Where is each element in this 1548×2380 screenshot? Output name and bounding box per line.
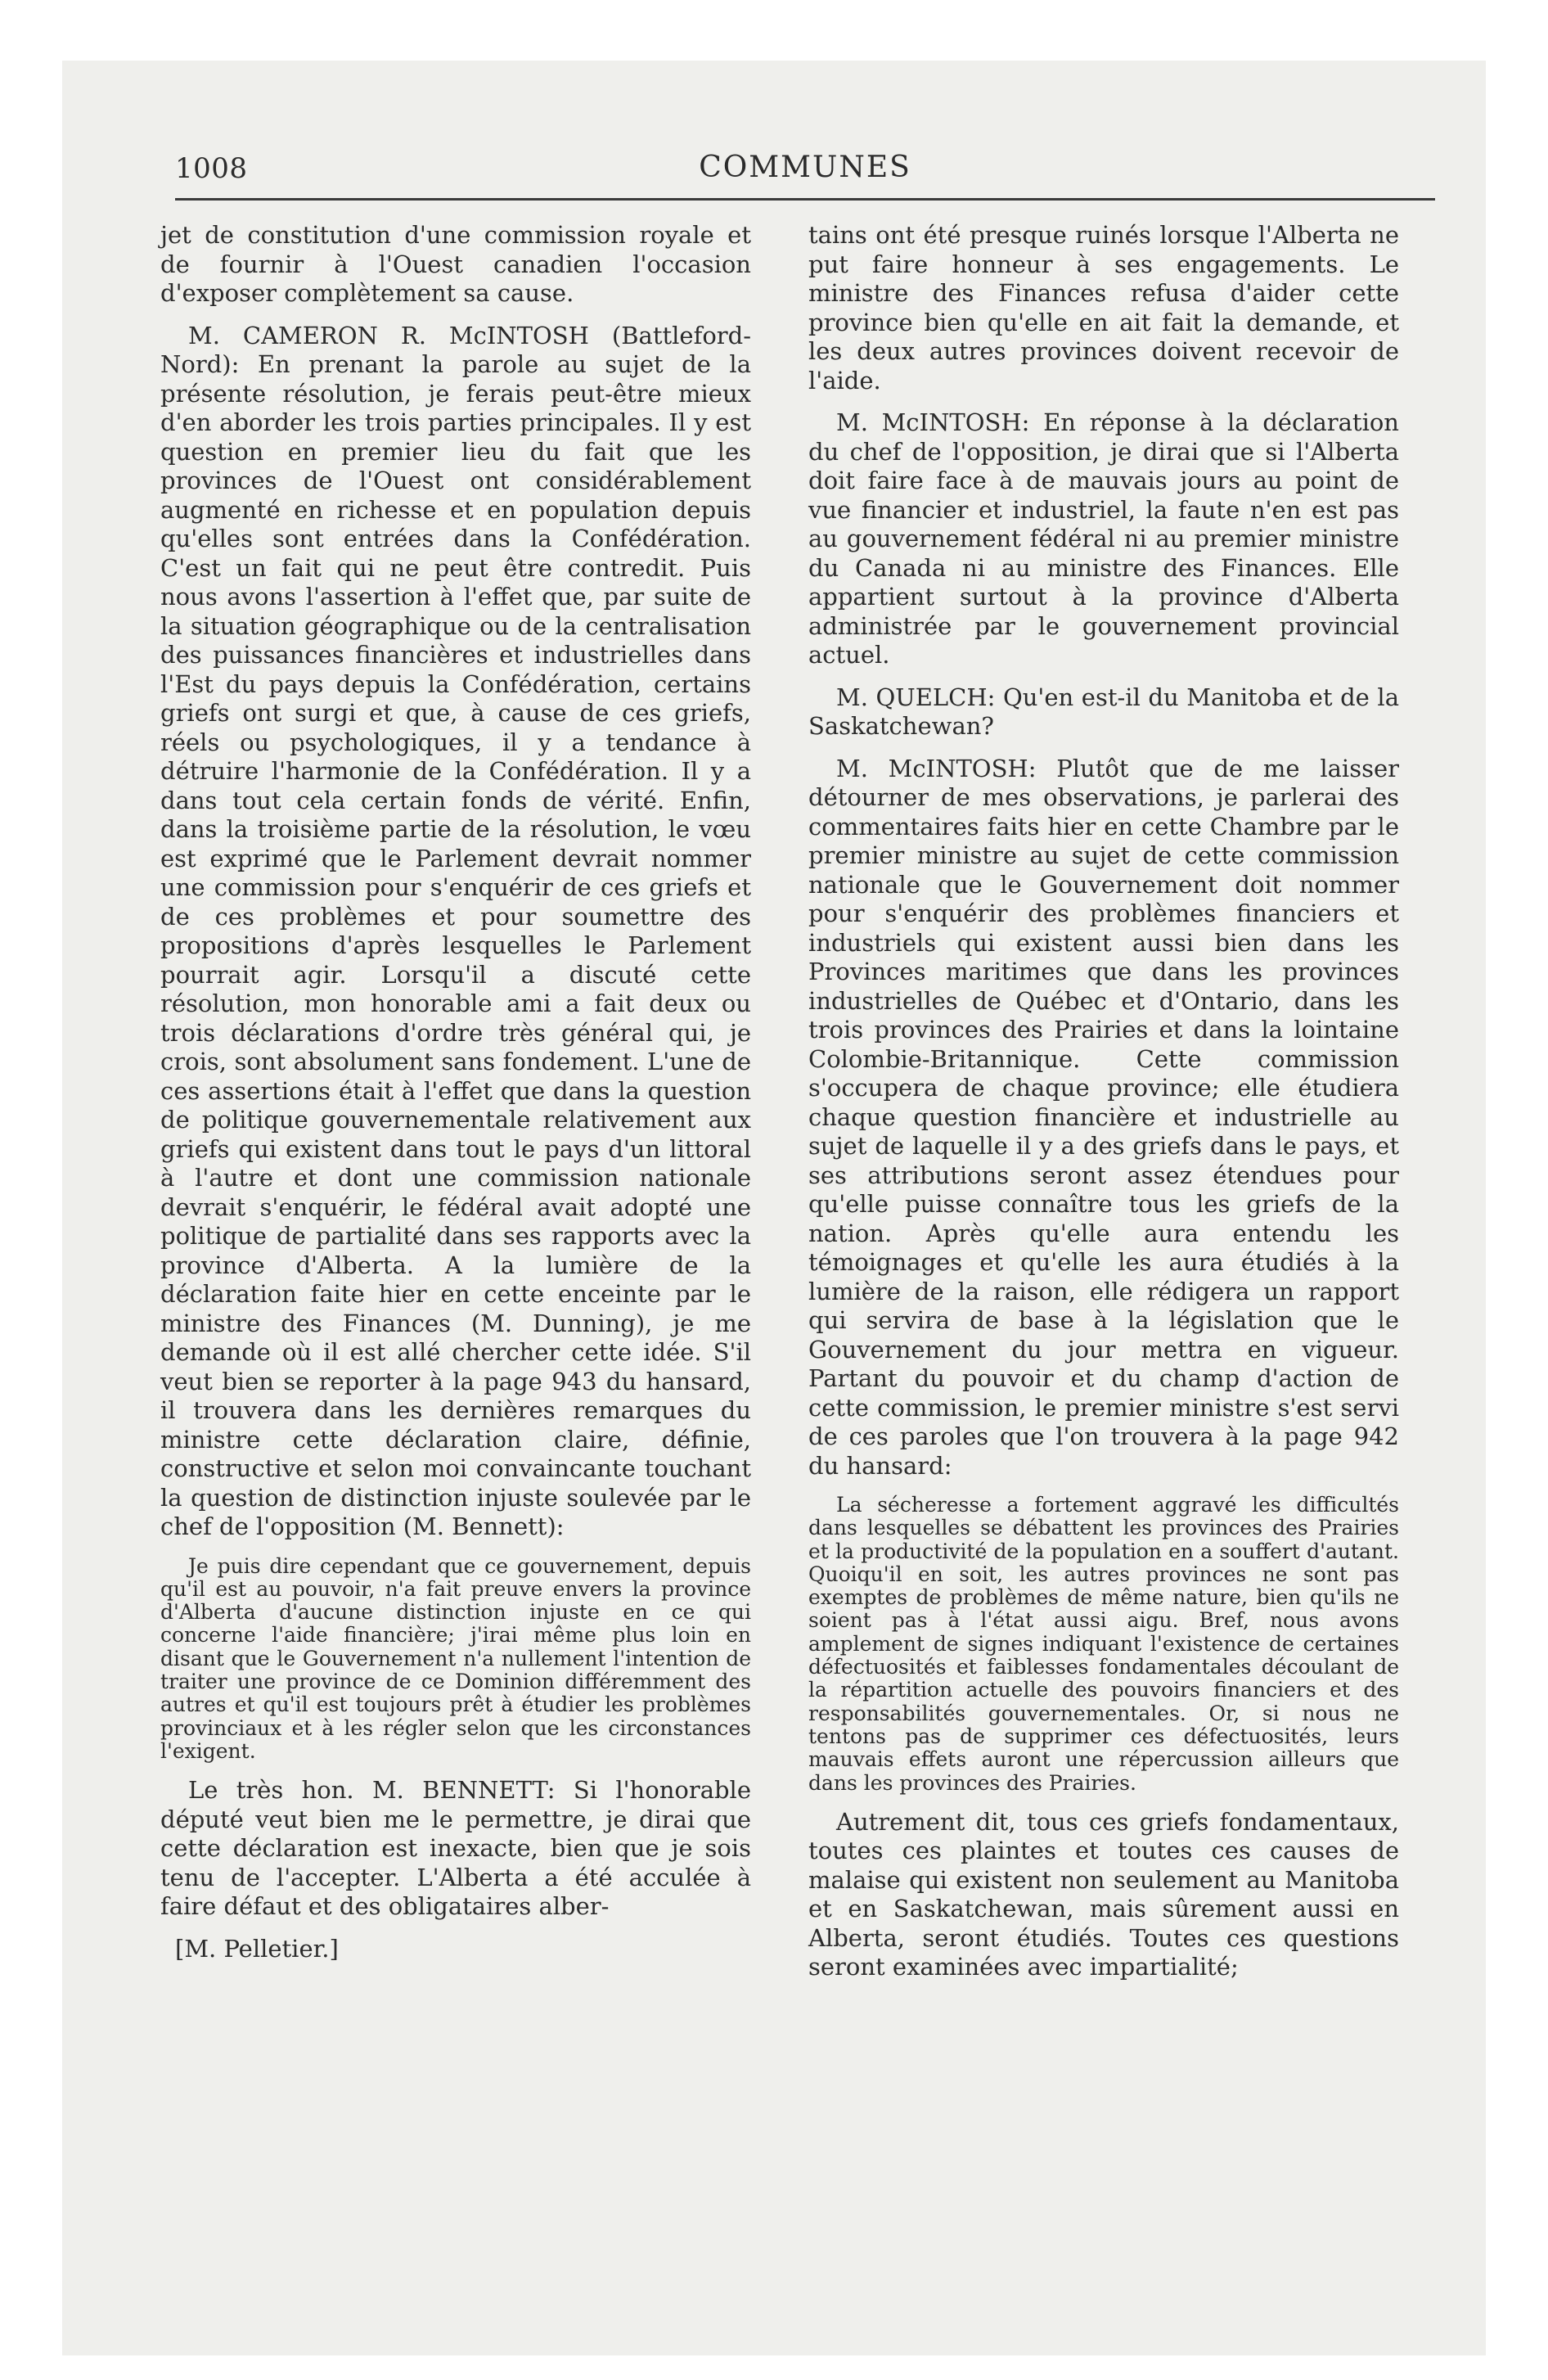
block-quote: La sécheresse a fortement aggravé les difficultés dans lesquelles se débattent les provinces des Prairies et la productivité de la population en a souffert d'autant. Quoiqu'il en soit, les autres provinces ne sont pas exemptes de problèmes de même nature, bien qu'ils ne soient pas à l'état aussi aigu. Bref, nous avons amplement de signes indiquant l'existence de certaines défectuosités et faiblesses fondamentales découlant de la répartition actuelle des pouvoirs financiers et des responsabilités gouvernementales. Or, si nous ne tentons pas de supprimer ces défectuosités, leurs mauvais effets auront une répercussion ailleurs que dans les provinces des Prairies.	[808, 1493, 1399, 1795]
page-header	[175, 149, 1435, 192]
paragraph: Le très hon. M. BENNETT: Si l'honorable député veut bien me le permettre, je dirai que cette déclaration est inexacte, bien que je sois tenu de l'accepter. L'Alberta a été acculée à faire défaut et des obligataires alber-	[160, 1776, 751, 1921]
block-quote: Je puis dire cependant que ce gouvernement, depuis qu'il est au pouvoir, n'a fait preuve envers la province d'Alberta d'aucune distinction injuste en ce qui concerne l'aide financière; j'irai même plus loin en disant que le Gouvernement n'a nullement l'intention de traiter une province de ce Dominion différemment des autres et qu'il est toujours prêt à étudier les problèmes provinciaux et à les régler selon que les circonstances l'exigent.	[160, 1553, 751, 1763]
header-rule	[175, 198, 1435, 201]
page-title: COMMUNES	[699, 151, 911, 184]
left-column	[160, 221, 751, 1963]
paragraph: M. McINTOSH: Plutôt que de me laisser détourner de mes observations, je parlerai des commentaires faits hier en cette Chambre par le premier ministre au sujet de cette commission nationale que le Gouvernement doit nommer pour s'enquérir des problèmes financiers et industriels qui existent aussi bien dans les Provinces maritimes que dans les provinces industrielles de Québec et d'Ontario, dans les trois provinces des Prairies et dans la lointaine Colombie-Britannique. Cette commission s'occupera de chaque province; elle étudiera chaque question financière et industrielle au sujet de laquelle il y a des griefs dans le pays, et ses attributions seront assez étendues pour qu'elle puisse connaître tous les griefs de la nation. Après qu'elle aura entendu les témoignages et qu'elle les aura étudiés à la lumière de la raison, elle rédigera un rapport qui servira de base à la législation que le Gouvernement du jour mettra en vigueur. Partant du pouvoir et du champ d'action de cette commission, le premier ministre s'est servi de ces paroles que l'on trouvera à la page 942 du hansard:	[808, 754, 1399, 1480]
paragraph: M. McINTOSH: En réponse à la déclaration du chef de l'opposition, je dirai que si l'Alberta doit faire face à de mauvais jours au point de vue financier et industriel, la faute n'en est pas au gouvernement fédéral ni au premier ministre du Canada ni au ministre des Finances. Elle appartient surtout à la province d'Alberta administrée par le gouvernement provincial actuel.	[808, 408, 1399, 669]
speaker-attribution: [M. Pelletier.]	[175, 1934, 339, 1963]
page-number: 1008	[175, 152, 248, 185]
paragraph: tains ont été presque ruinés lorsque l'Alberta ne put faire honneur à ses engagements. Le ministre des Finances refusa d'aider cette province bien qu'elle en ait fait la demande, et les deux autres provinces doivent recevoir de l'aide.	[808, 221, 1399, 394]
paragraph: jet de constitution d'une commission royale et de fournir à l'Ouest canadien l'occasion d'exposer complètement sa cause.	[160, 221, 751, 307]
right-column	[808, 221, 1399, 1995]
paragraph: Autrement dit, tous ces griefs fondamentaux, toutes ces plaintes et toutes ces causes de malaise qui existent non seulement au Manitoba et en Saskatchewan, mais sûrement aussi en Alberta, seront étudiés. Toutes ces questions seront examinées avec impartialité;	[808, 1807, 1399, 1981]
paragraph: M. CAMERON R. McINTOSH (Battleford-Nord): En prenant la parole au sujet de la présente résolution, je ferais peut-être mieux d'en aborder les trois parties principales. Il y est question en premier lieu du fait que les provinces de l'Ouest ont considérablement augmenté en richesse et en population depuis qu'elles sont entrées dans la Confédération. C'est un fait qui ne peut être contredit. Puis nous avons l'assertion à l'effet que, par suite de la situation géographique ou de la centralisation des puissances financières et industrielles dans l'Est du pays depuis la Confédération, certains griefs ont surgi et que, à cause de ces griefs, réels ou psychologiques, il y a tendance à détruire l'harmonie de la Confédération. Il y a dans tout cela certain fonds de vérité. Enfin, dans la troisième partie de la résolution, le vœu est exprimé que le Parlement devrait nommer une commission pour s'enquérir de ces griefs et de ces problèmes et pour soumettre des propositions d'après lesquelles le Parlement pourrait agir. Lorsqu'il a discuté cette résolution, mon honorable ami a fait deux ou trois déclarations d'ordre très général qui, je crois, sont absolument sans fondement. L'une de ces assertions était à l'effet que dans la question de politique gouvernementale relativement aux griefs qui existent dans tout le pays d'un littoral à l'autre et dont une commission nationale devrait s'enquérir, le fédéral avait adopté une politique de partialité dans ses rapports avec la province d'Alberta. A la lumière de la déclaration faite hier en cette enceinte par le ministre des Finances (M. Dunning), je me demande où il est allé chercher cette idée. S'il veut bien se reporter à la page 943 du hansard, il trouvera dans les dernières remarques du ministre cette déclaration claire, définie, constructive et selon moi convaincante touchant la question de distinction injuste soulevée par le chef de l'opposition (M. Bennett):	[160, 321, 751, 1540]
paragraph: M. QUELCH: Qu'en est-il du Manitoba et de la Saskatchewan?	[808, 683, 1399, 740]
